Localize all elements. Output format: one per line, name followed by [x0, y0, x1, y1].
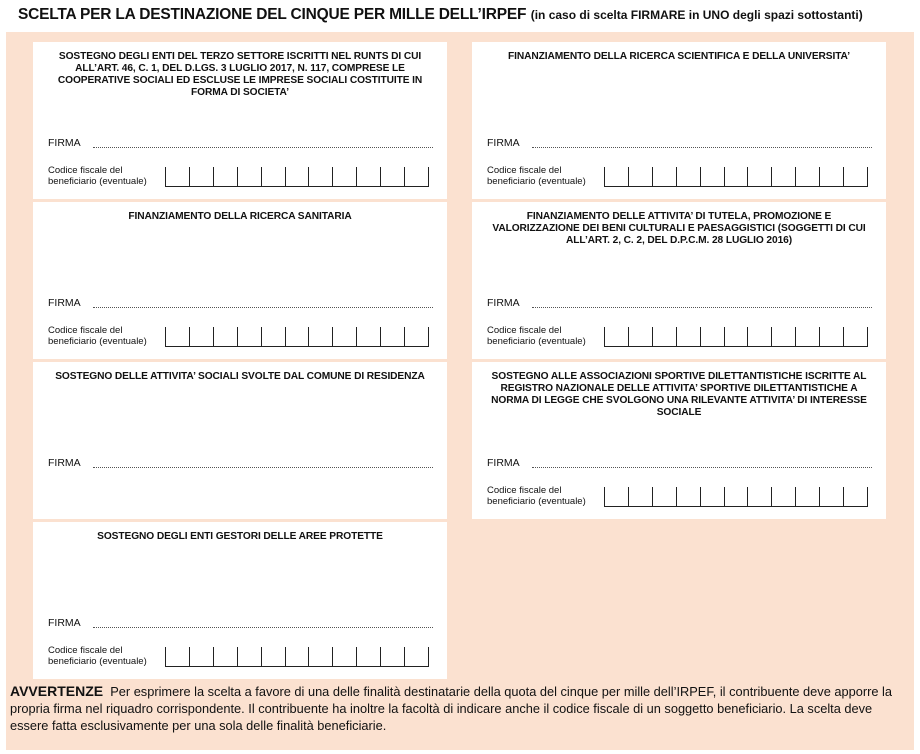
tax-code-cell[interactable] [677, 167, 701, 186]
tax-code-cell[interactable] [748, 487, 772, 506]
box-title: SOSTEGNO DELLE ATTIVITA’ SOCIALI SVOLTE DAL COMUNE DI RESIDENZA [55, 371, 425, 382]
signature-field[interactable] [48, 137, 433, 151]
tax-code-cell[interactable] [772, 327, 796, 346]
box-title: SOSTEGNO DEGLI ENTI DEL TERZO SETTORE ISCRITTI NEL RUNTS DI CUI ALL’ART. 46, C. 1, DEL D.LGS. 3 LUGLIO 2017, N. 117, COMPRESE LE COOPERATIVE SOCIALI ED ESCLUSE LE IMPRESE SOCIALI COSTITUITE IN FORMA DI SOCIETA’ [57, 51, 423, 98]
signature-label: FIRMA [487, 137, 520, 149]
tax-code-label: Codice fiscale del beneficiario (eventuale) [48, 645, 147, 667]
tax-code-cell[interactable] [725, 167, 749, 186]
signature-line [532, 307, 872, 308]
choice-box-comune-residenza [33, 362, 447, 519]
tax-code-cell[interactable] [653, 327, 677, 346]
tax-code-cell[interactable] [796, 327, 820, 346]
box-title: FINANZIAMENTO DELLA RICERCA SCIENTIFICA E DELLA UNIVERSITA’ [508, 51, 850, 62]
tax-code-cell[interactable] [653, 167, 677, 186]
tax-code-input[interactable] [165, 167, 429, 187]
choice-box-beni-culturali [472, 202, 886, 359]
tax-code-cell[interactable] [820, 487, 844, 506]
tax-code-cell[interactable] [772, 167, 796, 186]
tax-code-cell[interactable] [190, 647, 214, 666]
signature-label: FIRMA [487, 457, 520, 469]
tax-code-cell[interactable] [286, 647, 310, 666]
signature-label: FIRMA [48, 457, 81, 469]
tax-code-cell[interactable] [381, 327, 405, 346]
tax-code-cell[interactable] [262, 647, 286, 666]
tax-code-cell[interactable] [772, 487, 796, 506]
tax-code-cell[interactable] [405, 167, 429, 186]
tax-code-cell[interactable] [214, 167, 238, 186]
warning-label: AVVERTENZE [10, 683, 104, 699]
tax-code-label: Codice fiscale del beneficiario (eventuale) [487, 325, 586, 347]
tax-code-cell[interactable] [820, 327, 844, 346]
tax-code-cell[interactable] [286, 327, 310, 346]
tax-code-cell[interactable] [262, 167, 286, 186]
signature-line [532, 147, 872, 148]
tax-code-cell[interactable] [701, 487, 725, 506]
tax-code-cell[interactable] [653, 487, 677, 506]
tax-code-cell[interactable] [629, 487, 653, 506]
tax-code-cell[interactable] [748, 327, 772, 346]
box-title: SOSTEGNO ALLE ASSOCIAZIONI SPORTIVE DILETTANTISTICHE ISCRITTE AL REGISTRO NAZIONALE DELLE ATTIVITA’ SPORTIVE DILETTANTISTICHE A NORMA DI LEGGE CHE SVOLGONO UNA RILEVANTE ATTIVITA’ DI INTERESSE SOCIALE [491, 371, 867, 418]
tax-code-cell[interactable] [190, 327, 214, 346]
tax-code-cell[interactable] [286, 167, 310, 186]
signature-line [532, 467, 872, 468]
tax-code-label: Codice fiscale del beneficiario (eventuale) [487, 165, 586, 187]
choice-box-terzo-settore [33, 42, 447, 199]
tax-code-cell[interactable] [357, 647, 381, 666]
choice-box-ricerca-sanitaria [33, 202, 447, 359]
tax-code-cell[interactable] [725, 487, 749, 506]
tax-code-label: Codice fiscale del beneficiario (eventuale) [487, 485, 586, 507]
signature-line [93, 467, 433, 468]
tax-code-input[interactable] [604, 167, 868, 187]
tax-code-cell[interactable] [405, 647, 429, 666]
tax-code-input[interactable] [604, 487, 868, 507]
tax-code-cell[interactable] [333, 327, 357, 346]
tax-code-cell[interactable] [166, 167, 190, 186]
box-title: SOSTEGNO DEGLI ENTI GESTORI DELLE AREE PROTETTE [97, 531, 383, 542]
page-title [18, 6, 918, 24]
tax-code-cell[interactable] [677, 487, 701, 506]
signature-field[interactable] [48, 297, 433, 311]
tax-code-cell[interactable] [381, 167, 405, 186]
tax-code-cell[interactable] [605, 487, 629, 506]
tax-code-cell[interactable] [677, 327, 701, 346]
signature-label: FIRMA [48, 137, 81, 149]
tax-code-cell[interactable] [748, 167, 772, 186]
signature-label: FIRMA [48, 297, 81, 309]
tax-code-label: Codice fiscale del beneficiario (eventuale) [48, 165, 147, 187]
signature-field[interactable] [487, 137, 872, 151]
tax-code-cell[interactable] [701, 327, 725, 346]
tax-code-cell[interactable] [701, 167, 725, 186]
tax-code-cell[interactable] [309, 167, 333, 186]
tax-code-cell[interactable] [238, 647, 262, 666]
tax-code-cell[interactable] [333, 647, 357, 666]
tax-code-cell[interactable] [357, 167, 381, 186]
tax-code-label: Codice fiscale del beneficiario (eventuale) [48, 325, 147, 347]
signature-line [93, 147, 433, 148]
tax-code-cell[interactable] [605, 327, 629, 346]
signature-label: FIRMA [487, 297, 520, 309]
tax-code-cell[interactable] [309, 327, 333, 346]
box-title: FINANZIAMENTO DELLA RICERCA SANITARIA [128, 211, 352, 222]
tax-code-cell[interactable] [725, 327, 749, 346]
form-title: SCELTA PER LA DESTINAZIONE DEL CINQUE PER MILLE DELL’IRPEF [18, 6, 527, 23]
signature-line [93, 627, 433, 628]
tax-code-cell[interactable] [214, 327, 238, 346]
tax-code-cell[interactable] [238, 167, 262, 186]
tax-code-input[interactable] [165, 327, 429, 347]
signature-field[interactable] [487, 457, 872, 471]
tax-code-input[interactable] [165, 647, 429, 667]
tax-code-cell[interactable] [605, 167, 629, 186]
tax-code-cell[interactable] [166, 327, 190, 346]
tax-code-cell[interactable] [166, 647, 190, 666]
tax-code-cell[interactable] [629, 327, 653, 346]
tax-code-cell[interactable] [238, 327, 262, 346]
choice-box-ricerca-scientifica [472, 42, 886, 199]
tax-code-cell[interactable] [333, 167, 357, 186]
tax-code-input[interactable] [604, 327, 868, 347]
choice-panel [6, 32, 914, 750]
tax-code-cell[interactable] [357, 327, 381, 346]
tax-code-cell[interactable] [381, 647, 405, 666]
tax-code-cell[interactable] [629, 167, 653, 186]
tax-code-cell[interactable] [214, 647, 238, 666]
signature-label: FIRMA [48, 617, 81, 629]
tax-code-cell[interactable] [820, 167, 844, 186]
tax-code-cell[interactable] [796, 487, 820, 506]
tax-code-cell[interactable] [844, 167, 868, 186]
signature-field[interactable] [48, 617, 433, 631]
tax-code-cell[interactable] [796, 167, 820, 186]
warning-note [10, 683, 908, 734]
tax-code-cell[interactable] [309, 647, 333, 666]
warning-text: Per esprimere la scelta a favore di una delle finalità destinatarie della quota del cinque per mille dell’IRPEF, il contribuente deve apporre la propria firma nel riquadro corrispondente. Il contribuente ha inoltre la facoltà di indicare anche il codice fiscale di un soggetto beneficiario. La scelta deve essere fatta esclusivamente per una sola delle finalità beneficiarie. [10, 684, 892, 733]
tax-code-cell[interactable] [844, 487, 868, 506]
choice-box-associazioni-sportive [472, 362, 886, 519]
tax-code-cell[interactable] [262, 327, 286, 346]
signature-line [93, 307, 433, 308]
tax-code-cell[interactable] [405, 327, 429, 346]
signature-field[interactable] [48, 457, 433, 471]
choice-box-aree-protette [33, 522, 447, 679]
tax-code-cell[interactable] [190, 167, 214, 186]
box-title: FINANZIAMENTO DELLE ATTIVITA’ DI TUTELA, PROMOZIONE E VALORIZZAZIONE DEI BENI CULTURALI E PAESAGGISTICI (SOGGETTI DI CUI ALL’ART. 2, C. 2, DEL D.P.C.M. 28 LUGLIO 2016) [492, 211, 866, 246]
form-subtitle: (in caso di scelta FIRMARE in UNO degli spazi sottostanti) [530, 8, 863, 22]
tax-code-cell[interactable] [844, 327, 868, 346]
signature-field[interactable] [487, 297, 872, 311]
